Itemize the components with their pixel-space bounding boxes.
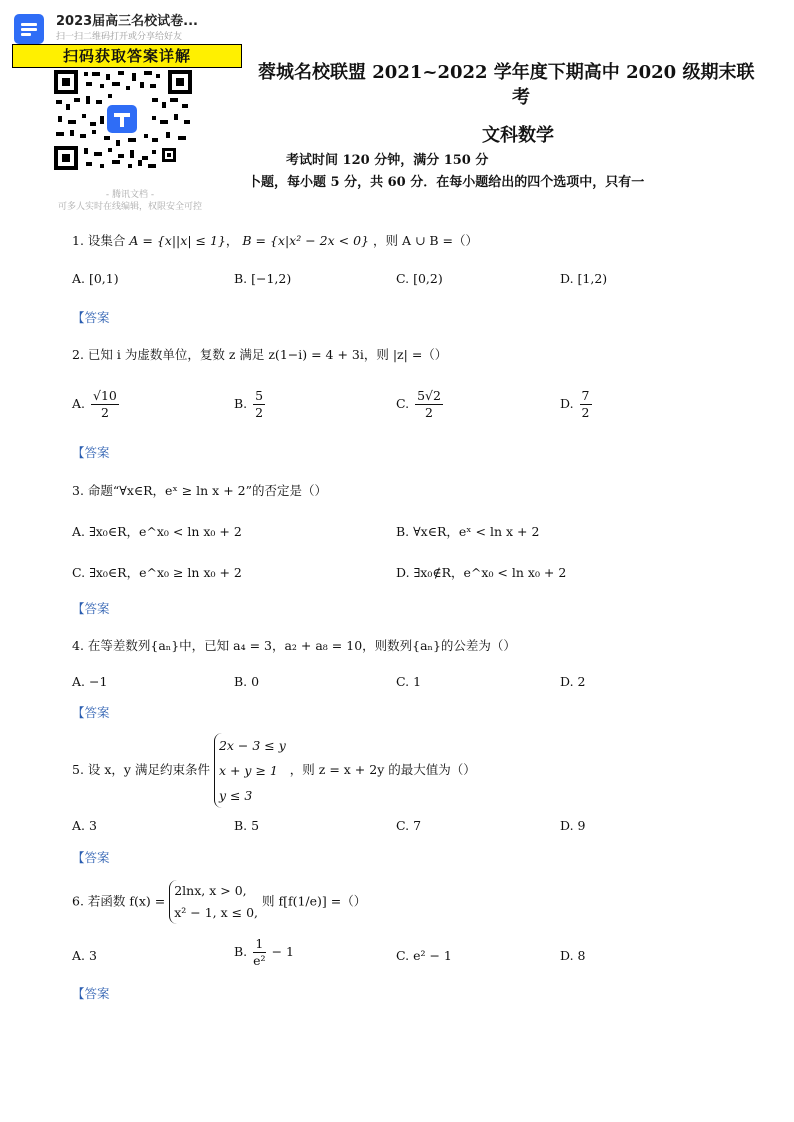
- promo-title[interactable]: 2023届高三名校试卷...: [56, 14, 198, 29]
- answer-link-6[interactable]: 【答案: [72, 986, 110, 1001]
- document-app-icon: [14, 14, 44, 44]
- question-2-stem: 2. 已知 i 为虚数单位，复数 z 满足 z(1−i) = 4 + 3i，则 |z| =（）: [72, 347, 448, 362]
- question-5-option-a[interactable]: A. 3: [72, 818, 97, 833]
- question-4-option-b[interactable]: B. 0: [234, 674, 260, 689]
- question-5-stem: 5. 设 x，y 满足约束条件 2x − 3 ≤ y x + y ≥ 1 y ≤ 3 ，则 z = x + 2y 的最大值为（）: [72, 733, 476, 808]
- exam-info: 考试时间 120 分钟，满分 150 分: [286, 153, 489, 168]
- question-6-stem: 6. 若函数 f(x) = 2lnx, x > 0, x² − 1, x ≤ 0, 则 f[f(1/e)] =（）: [72, 880, 366, 924]
- question-2-option-b[interactable]: B. $\frac{5}{2}$: [234, 388, 264, 420]
- answer-link-2[interactable]: 【答案: [72, 445, 110, 460]
- subject-title: 文科数学: [482, 125, 554, 146]
- answer-link-3[interactable]: 【答案: [72, 601, 110, 616]
- piecewise-function: 2lnx, x > 0, x² − 1, x ≤ 0,: [169, 880, 258, 924]
- exam-title: 蓉城名校联盟 2021~2022 学年度下期高中 2020 级期末联: [258, 62, 755, 83]
- question-6-option-a[interactable]: A. 3: [72, 948, 97, 963]
- question-4-option-d[interactable]: D. 2: [560, 674, 586, 689]
- answer-link-5[interactable]: 【答案: [72, 850, 110, 865]
- question-3-option-b[interactable]: B. ∀x∈R，eˣ < ln x + 2: [396, 524, 540, 539]
- question-4-stem: 4. 在等差数列{aₙ}中，已知 a₄ = 3，a₂ + a₈ = 10，则数列{aₙ}的公差为（）: [72, 638, 516, 653]
- question-3-option-d[interactable]: D. ∃x₀∉R，e^x₀ < ln x₀ + 2: [396, 565, 567, 580]
- qr-code-image[interactable]: [52, 68, 194, 172]
- question-3-option-a[interactable]: A. ∃x₀∈R，e^x₀ < ln x₀ + 2: [72, 524, 242, 539]
- question-1-option-d[interactable]: D. [1,2): [560, 271, 608, 286]
- question-2-option-d[interactable]: D. $\frac{7}{2}$: [560, 388, 590, 420]
- question-5-option-b[interactable]: B. 5: [234, 818, 260, 833]
- qr-banner: 扫码获取答案详解: [12, 44, 242, 68]
- constraint-system: 2x − 3 ≤ y x + y ≥ 1 y ≤ 3: [214, 733, 286, 808]
- question-5-option-d[interactable]: D. 9: [560, 818, 586, 833]
- question-3-stem: 3. 命题“∀x∈R，eˣ ≥ ln x + 2”的否定是（）: [72, 483, 327, 498]
- watermark: - 腾讯文档 - 可多人实时在线编辑，权限安全可控: [57, 190, 202, 212]
- question-2-option-a[interactable]: A. $\frac{√10}{2}$: [72, 388, 117, 420]
- section-instruction: 卜题，每小题 5 分，共 60 分．在每小题给出的四个选项中，只有一: [248, 175, 645, 190]
- question-4-option-a[interactable]: A. −1: [72, 674, 108, 689]
- question-1-option-b[interactable]: B. [−1,2): [234, 271, 292, 286]
- question-1-stem: 1. 设集合 A = {x||x| ≤ 1}， B = {x|x² − 2x < 0} ，则 A ∪ B =（）: [72, 233, 479, 248]
- answer-link-1[interactable]: 【答案: [72, 310, 110, 325]
- promo-subtitle: 扫一扫二维码打开或分享给好友: [56, 32, 183, 42]
- question-5-option-c[interactable]: C. 7: [396, 818, 422, 833]
- exam-title-continued: 考: [512, 87, 530, 108]
- question-6-option-d[interactable]: D. 8: [560, 948, 586, 963]
- question-6-option-b[interactable]: B. $\frac{1}{\text{e²}}$ − 1: [234, 936, 294, 968]
- question-3-option-c[interactable]: C. ∃x₀∈R，e^x₀ ≥ ln x₀ + 2: [72, 565, 242, 580]
- answer-link-4[interactable]: 【答案: [72, 705, 110, 720]
- question-6-option-c[interactable]: C. e² − 1: [396, 948, 452, 963]
- question-1-option-c[interactable]: C. [0,2): [396, 271, 443, 286]
- question-1-option-a[interactable]: A. [0,1): [72, 271, 119, 286]
- question-4-option-c[interactable]: C. 1: [396, 674, 422, 689]
- question-2-option-c[interactable]: C. $\frac{5√2}{2}$: [396, 388, 441, 420]
